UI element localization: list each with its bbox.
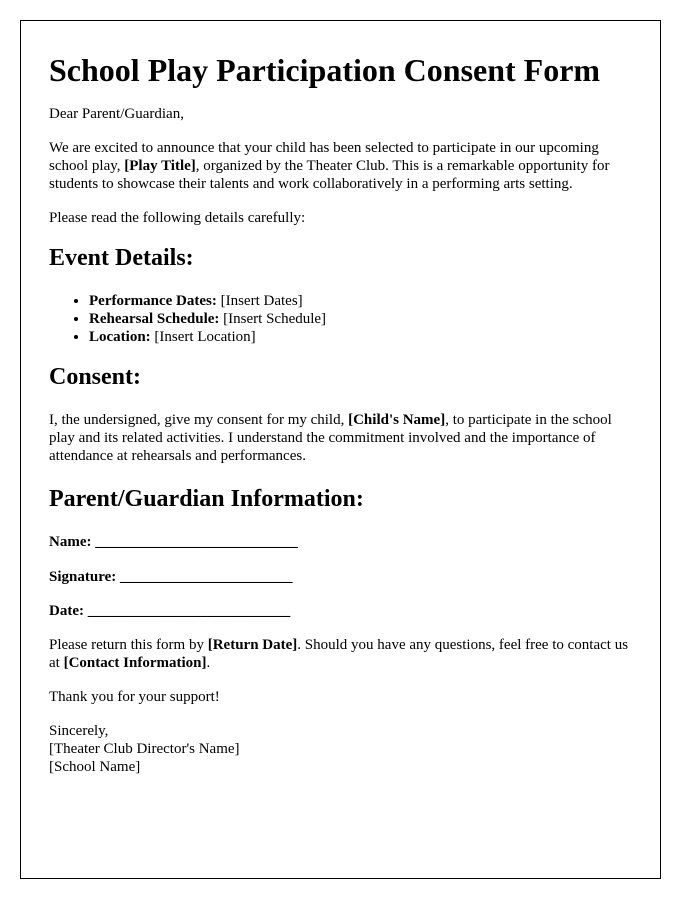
return-date-placeholder: [Return Date] [207,637,298,653]
return-text-3: . [206,655,211,671]
detail-value: [Insert Location] [150,329,256,345]
detail-label: Performance Dates: [89,293,217,309]
list-item [89,310,632,328]
child-name-placeholder: [Child's Name] [348,412,446,428]
closing-block [49,722,632,776]
play-title-placeholder: [Play Title] [124,158,196,174]
return-paragraph [49,636,632,672]
sign-off: Sincerely, [49,723,109,739]
detail-value: [Insert Dates] [216,293,303,309]
intro-paragraph [49,139,632,193]
date-field-label: Date: ___________________________ [49,603,291,619]
detail-label: Rehearsal Schedule: [89,311,220,327]
consent-form-page [20,20,661,879]
form-title: School Play Participation Consent Form [49,52,601,88]
school-name: [School Name] [49,759,141,775]
detail-value: [Insert Schedule] [219,311,327,327]
director-name: [Theater Club Director's Name] [49,741,240,757]
name-field-label: Name: ___________________________ [49,534,298,550]
signature-field-label: Signature: _______________________ [49,569,293,585]
consent-heading: Consent: [49,364,142,390]
consent-text-1: I, the undersigned, give my consent for my child, [49,412,349,428]
intro-text-1: We are excited to announce that your child has been selected to participate in our upcoming school play, [49,140,599,174]
intro-text-2: , organized by the Theater Club. This is a remarkable opportunity for students to showcase their talents and work collaboratively in a performing arts setting. [49,158,610,192]
contact-placeholder: [Contact Information] [63,655,207,671]
event-details-heading: Event Details: [49,245,194,271]
greeting: Dear Parent/Guardian, [49,106,184,122]
detail-label: Location: [89,329,151,345]
thanks-line: Thank you for your support! [49,689,220,705]
parent-info-heading: Parent/Guardian Information: [49,486,364,512]
list-item [89,292,632,310]
return-text-2: . Should you have any questions, feel free to contact us at [49,637,629,671]
date-field[interactable] [49,602,632,620]
name-field[interactable] [49,533,632,551]
instructions: Please read the following details carefully: [49,210,306,226]
consent-paragraph [49,411,632,465]
return-text-1: Please return this form by [49,637,208,653]
event-details-list [49,292,632,346]
signature-field[interactable] [49,568,632,586]
list-item [89,328,632,346]
consent-text-2: , to participate in the school play and its related activities. I understand the commitment involved and the importance of attendance at rehearsals and performances. [49,412,612,464]
